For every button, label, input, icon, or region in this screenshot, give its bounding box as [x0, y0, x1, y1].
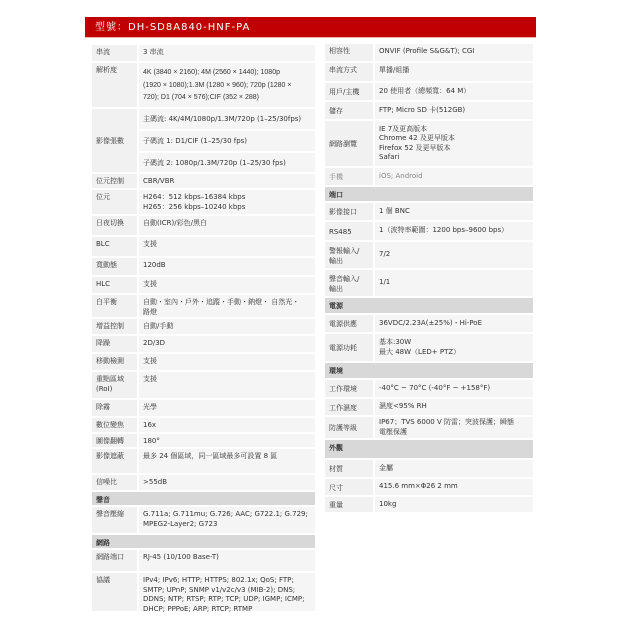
- spec-label: RS485: [325, 222, 373, 240]
- spec-row: [92, 434, 315, 449]
- spec-value: 支援: [139, 372, 315, 398]
- spec-value: IE 7及更高版本 Chrome 42 及更早版本 Firefox 52 及更早版本 Safari: [375, 121, 533, 166]
- spec-value: 自動(ICR)/彩色/黑白: [139, 216, 315, 235]
- spec-label: 重點區域 (RoI): [92, 372, 137, 398]
- spec-value: 支援: [139, 354, 315, 370]
- spec-row: [325, 44, 533, 63]
- spec-label: 位元: [92, 190, 137, 214]
- spec-value: 子碼流 2: 1080p/1.3M/720p (1–25/30 fps): [139, 153, 315, 174]
- spec-label: 相容性: [325, 44, 373, 61]
- spec-value: 基本:30W 最大 48W（LED+ PTZ）: [375, 334, 533, 361]
- spec-value-group: [139, 109, 315, 172]
- spec-label: 防護等級: [325, 417, 373, 438]
- spec-row: [92, 237, 315, 258]
- spec-row: [92, 475, 315, 492]
- section-header: 網路: [92, 535, 315, 550]
- spec-label: 位元控制: [92, 174, 137, 188]
- spec-label: 用戶/主機: [325, 83, 373, 100]
- spec-value: 1 個 BNC: [375, 203, 533, 220]
- spec-label: 信噪比: [92, 475, 137, 490]
- spec-row: [92, 295, 315, 319]
- spec-row: [325, 497, 533, 514]
- spec-label: 儲存: [325, 102, 373, 119]
- spec-row: [325, 399, 533, 417]
- spec-value: 20 使用者（總頻寬：64 M）: [375, 83, 533, 100]
- spec-value: 120dB: [139, 258, 315, 275]
- spec-row: [325, 203, 533, 222]
- spec-value: 濕度<95% RH: [375, 399, 533, 415]
- spec-value: 1/1: [375, 270, 533, 296]
- spec-row: [325, 270, 533, 298]
- spec-row: [92, 418, 315, 434]
- spec-row: [325, 168, 533, 187]
- spec-value: 36VDC/2.23A(±25%)・Hi-PoE: [375, 315, 533, 332]
- section-header: 外觀: [325, 440, 533, 460]
- spec-label: 網路端口: [92, 550, 137, 571]
- spec-row: [325, 460, 533, 479]
- spec-label: 材質: [325, 460, 373, 477]
- spec-value: >55dB: [139, 475, 315, 490]
- spec-row: [325, 63, 533, 83]
- spec-row: [325, 121, 533, 168]
- spec-row: [92, 63, 315, 109]
- spec-value: 支援: [139, 237, 315, 256]
- spec-table-left: [92, 45, 315, 613]
- spec-value: 自動・室內・戶外・追蹤・手動・鈉燈・ 自然光・ 路燈: [139, 295, 315, 317]
- spec-row: [92, 319, 315, 336]
- spec-value: IPv4; IPv6; HTTP; HTTPS; 802.1x; QoS; FTP; SMTP; UPnP; SNMP v1/v2c/v3 (MIB-2); DNS; DDNS; NTP; RTSP; RTP; TCP; UDP; IGMP; ICMP; DHCP; PPPoE; ARP; RTCP; RTMP: [139, 573, 315, 611]
- spec-table-right: [325, 44, 533, 514]
- spec-row: [92, 507, 315, 535]
- spec-row: [92, 258, 315, 277]
- spec-label: 工作濕度: [325, 399, 373, 415]
- section-header: 電源: [325, 298, 533, 315]
- spec-row: [92, 372, 315, 400]
- spec-value: IP67；TVS 6000 V 防雷；突波保護；瞬態 電壓保護: [375, 417, 533, 438]
- spec-value: 2D/3D: [139, 336, 315, 352]
- spec-label: 增益控制: [92, 319, 137, 334]
- spec-row: [325, 83, 533, 102]
- spec-label: 電源功耗: [325, 334, 373, 361]
- spec-value: -40°C ~ 70°C (-40°F ~ +158°F): [375, 380, 533, 397]
- spec-value: G.711a; G.711mu; G.726; AAC; G722.1; G.729; MPEG2-Layer2; G723: [139, 507, 315, 533]
- spec-row: [325, 479, 533, 497]
- spec-value: 16x: [139, 418, 315, 432]
- spec-row: [325, 334, 533, 363]
- spec-row: [92, 573, 315, 613]
- spec-row: [325, 102, 533, 121]
- spec-label: 圖像翻轉: [92, 434, 137, 447]
- spec-label: 聲音輸入/ 輸出: [325, 270, 373, 296]
- spec-value: 7/2: [375, 242, 533, 268]
- spec-label: 重量: [325, 497, 373, 512]
- spec-value: 3 串流: [139, 45, 315, 61]
- spec-row: [92, 336, 315, 354]
- spec-value: 主碼流: 4K/4M/1080p/1.3M/720p (1–25/30fps): [139, 109, 315, 131]
- spec-label: 手機: [325, 168, 373, 185]
- spec-row: [325, 417, 533, 440]
- spec-value: 自動/手動: [139, 319, 315, 334]
- spec-label: HLC: [92, 277, 137, 293]
- spec-label: 解析度: [92, 63, 137, 107]
- spec-label: 除霧: [92, 400, 137, 416]
- spec-label: 電源供應: [325, 315, 373, 332]
- spec-label: 協議: [92, 573, 137, 611]
- spec-label: 降躁: [92, 336, 137, 352]
- section-header: 環境: [325, 363, 533, 380]
- spec-value: 最多 24 個區域，同一區域最多可設置 8 區: [139, 449, 315, 473]
- spec-label: 串流方式: [325, 63, 373, 81]
- spec-label: 日夜切換: [92, 216, 137, 235]
- spec-value: 子碼流 1: D1/CIF (1–25/30 fps): [139, 131, 315, 153]
- spec-row: [325, 315, 533, 334]
- model-header: 型號：DH-SD8A840-HNF-PA: [85, 17, 536, 38]
- section-header: 端口: [325, 187, 533, 203]
- spec-label: 白平衡: [92, 295, 137, 317]
- spec-value: ONVIF (Profile S&G&T); CGI: [375, 44, 533, 61]
- spec-label: 影像張數: [92, 109, 137, 172]
- spec-value: RJ-45 (10/100 Base-T): [139, 550, 315, 571]
- spec-value: 光學: [139, 400, 315, 416]
- spec-value: iOS; Android: [375, 168, 533, 185]
- spec-label: 影像遮蔽: [92, 449, 137, 473]
- spec-label: 聲音壓縮: [92, 507, 137, 533]
- spec-label: 數位變焦: [92, 418, 137, 432]
- spec-row: [92, 354, 315, 372]
- spec-value: FTP; Micro SD 卡(512GB): [375, 102, 533, 119]
- spec-label: 影像接口: [325, 203, 373, 220]
- spec-label: 串流: [92, 45, 137, 61]
- spec-label: BLC: [92, 237, 137, 256]
- spec-value: 180°: [139, 434, 315, 447]
- spec-row: [92, 550, 315, 573]
- spec-value: 10kg: [375, 497, 533, 512]
- section-header: 聲音: [92, 492, 315, 507]
- spec-row: [92, 277, 315, 295]
- spec-row: [325, 380, 533, 399]
- spec-label: 警報輸入/ 輸出: [325, 242, 373, 268]
- spec-value: CBR/VBR: [139, 174, 315, 188]
- spec-value: 1（波特率範圍：1200 bps–9600 bps）: [375, 222, 533, 240]
- spec-value: 支援: [139, 277, 315, 293]
- spec-row: [92, 109, 315, 174]
- spec-value: 4K (3840 × 2160); 4M (2560 × 1440); 1080p (1920 × 1080);1.3M (1280 × 960); 720p (1280 × 720); D1 (704 × 576);CIF (352 × 288): [139, 63, 315, 107]
- spec-value: 單播/組播: [375, 63, 533, 81]
- spec-label: 移動檢測: [92, 354, 137, 370]
- spec-row: [92, 400, 315, 418]
- spec-value: H264：512 kbps–16384 kbps H265：256 kbps–10240 kbps: [139, 190, 315, 214]
- spec-label: 網路瀏覽: [325, 121, 373, 166]
- spec-row: [325, 242, 533, 270]
- spec-row: [92, 190, 315, 216]
- spec-label: 工作環境: [325, 380, 373, 397]
- spec-row: [92, 45, 315, 63]
- spec-label: 寬動態: [92, 258, 137, 275]
- spec-row: [92, 216, 315, 237]
- spec-row: [325, 222, 533, 242]
- spec-row: [92, 174, 315, 190]
- spec-label: 尺寸: [325, 479, 373, 495]
- spec-row: [92, 449, 315, 475]
- spec-value: 金屬: [375, 460, 533, 477]
- spec-value: 415.6 mm×Φ26 2 mm: [375, 479, 533, 495]
